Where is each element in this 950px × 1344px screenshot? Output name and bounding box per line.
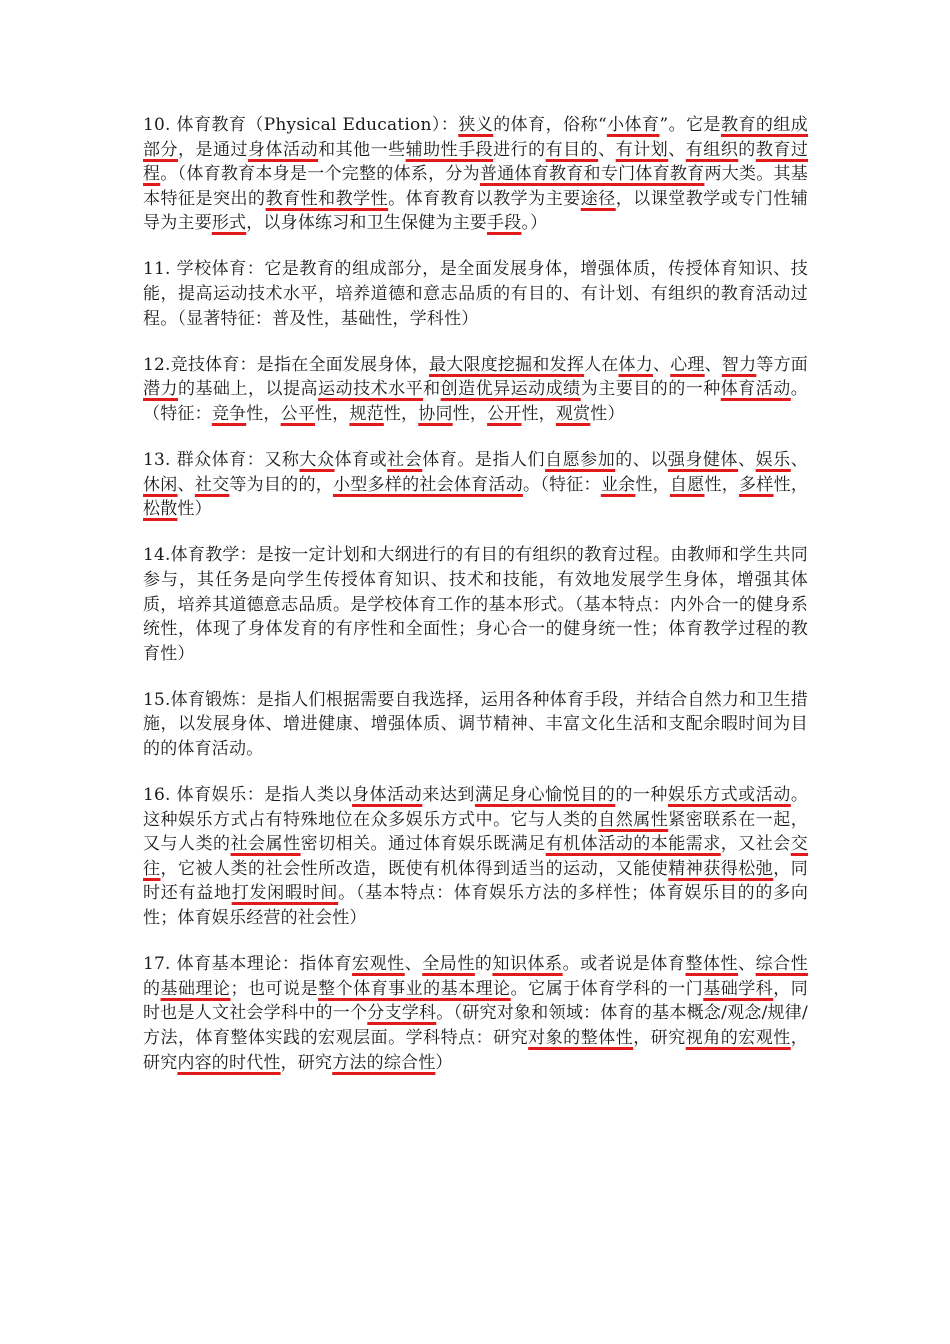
underlined-keyword: 规范 — [349, 403, 384, 424]
underlined-keyword: 公开 — [487, 403, 522, 424]
text-run: 13. 群众体育：又称 — [143, 450, 300, 471]
underlined-keyword: 潜力 — [143, 379, 179, 400]
text-run: 的体育，俗称“ — [493, 115, 607, 135]
definition-paragraph — [143, 257, 808, 331]
text-run: ，是通过 — [178, 139, 249, 160]
text-run: ，又社会 — [720, 834, 791, 855]
underlined-keyword: 方法的综合性 — [332, 1052, 436, 1073]
underlined-keyword: 有机体活动的本能需求 — [545, 834, 721, 855]
text-run: 。（特征： — [522, 474, 601, 495]
underlined-keyword: 观赏 — [555, 403, 591, 424]
underlined-keyword: 体力 — [618, 354, 653, 375]
text-run: 。这种娱乐方式占有特殊地位在众多娱乐方式中。它与人类的 — [143, 785, 809, 830]
underlined-keyword: 形式 — [211, 213, 247, 234]
underlined-keyword: 社会属性 — [230, 834, 301, 855]
text-run: 。它属于体育学科的一门 — [510, 978, 704, 999]
underlined-keyword: 体育活动 — [720, 379, 791, 400]
underlined-keyword: 大众 — [299, 450, 335, 471]
text-run: 、 — [177, 474, 195, 495]
text-run: 、 — [738, 954, 756, 975]
text-run: ） — [435, 1052, 453, 1073]
text-run: 进行的 — [493, 139, 546, 160]
text-run: 人在 — [584, 354, 619, 375]
underlined-keyword: 身体活动 — [352, 785, 423, 806]
text-run: 性， — [315, 403, 350, 424]
text-run: 和其他一些 — [318, 139, 406, 160]
text-run: ；也可说是 — [230, 978, 319, 999]
text-run: 。） — [521, 213, 548, 234]
underlined-keyword: 内容的时代性 — [177, 1052, 281, 1073]
underlined-keyword: 公平 — [280, 403, 316, 424]
text-run: 性， — [521, 403, 556, 424]
underlined-keyword: 协同 — [418, 403, 453, 424]
underlined-keyword: 整体性 — [685, 954, 739, 975]
underlined-keyword: 多样 — [739, 474, 774, 495]
text-run: 等方面 — [756, 354, 808, 375]
definition-paragraph — [143, 783, 808, 931]
underlined-keyword: 手段 — [487, 213, 522, 234]
text-run: ，同时也是人文社会学科中的一个 — [143, 978, 808, 1024]
text-run: 的基础上，以提高 — [178, 379, 319, 400]
underlined-keyword: 精神获得松弛 — [668, 858, 774, 879]
text-run: 体育。是指人们 — [422, 450, 546, 471]
text-run: 、 — [598, 139, 616, 160]
text-run: ，研究 — [280, 1052, 333, 1073]
text-run: 两大类。其基本特征是突出的 — [143, 164, 808, 209]
underlined-keyword: 对象的整体性 — [528, 1027, 634, 1048]
text-run: 、 — [404, 954, 423, 975]
underlined-keyword: 视角的宏观性 — [685, 1027, 791, 1048]
text-run: 和 — [423, 379, 441, 400]
text-run: 的 — [738, 139, 756, 160]
underlined-keyword: 社交 — [194, 474, 230, 495]
definition-paragraph — [143, 113, 808, 236]
text-run: 、 — [738, 450, 756, 471]
text-run: 的一种 — [615, 785, 668, 806]
text-run: 12.竞技体育：是指在全面发展身体， — [143, 354, 430, 375]
underlined-keyword: 自愿参加 — [545, 450, 616, 471]
text-run: ，研究 — [633, 1027, 686, 1048]
underlined-keyword: 有组织 — [685, 139, 739, 160]
underlined-keyword: 休闲 — [143, 474, 178, 495]
text-run: 体育或 — [334, 450, 388, 471]
definition-paragraph — [143, 688, 808, 762]
underlined-keyword: 狭义 — [458, 115, 494, 135]
underlined-keyword: 交往 — [143, 834, 808, 879]
text-run: 、 — [668, 139, 686, 160]
text-run: 性， — [635, 474, 670, 495]
underlined-keyword: 娱乐 — [755, 450, 791, 471]
underlined-keyword: 身体活动 — [248, 139, 319, 160]
text-run: 的、以 — [615, 450, 668, 471]
underlined-keyword: 打发闲暇时间 — [231, 883, 339, 904]
underlined-keyword: 满足身心愉悦目的 — [474, 785, 616, 806]
underlined-keyword: 基础理论 — [160, 978, 231, 999]
text-run: 、 — [652, 354, 671, 375]
underlined-keyword: 途径 — [580, 188, 616, 209]
text-run: 性， — [383, 403, 419, 424]
underlined-keyword: 普通体育教育和专门体育教育 — [479, 164, 705, 185]
underlined-keyword: 教育的组成部分 — [143, 115, 809, 160]
text-run: 。（特征： — [143, 379, 808, 424]
text-run: 17. 体育基本理论：指体育 — [143, 954, 353, 975]
document-body — [143, 113, 808, 1097]
underlined-keyword: 有目的 — [545, 139, 599, 160]
underlined-keyword: 运动技术水平 — [318, 379, 424, 400]
text-run: 。（研究对象和领域：体育的基本概念/观念/规律/方法，体育整体实践的宏观层面。学科特点：研究 — [143, 1003, 808, 1048]
underlined-keyword: 心理 — [670, 354, 705, 375]
underlined-keyword: 最大限度挖掘和发挥 — [429, 354, 585, 375]
text-run: 密切相关。通过体育娱乐既满足 — [300, 834, 546, 855]
definition-paragraph — [143, 448, 808, 522]
text-run: 为主要目的的一种 — [580, 379, 721, 400]
underlined-keyword: 有计划 — [615, 139, 669, 160]
definition-paragraph — [143, 952, 808, 1075]
text-run: 。（体育教育本身是一个完整的体系，分为 — [160, 164, 480, 185]
text-run: 。（基本特点：体育娱乐方法的多样性；体育娱乐目的的多向性；体育娱乐经营的社会性） — [143, 883, 809, 929]
underlined-keyword: 小型多样的社会体育活动 — [333, 474, 523, 495]
text-run: ，以身体练习和卫生保健为主要 — [246, 213, 488, 234]
definition-paragraph — [143, 353, 808, 427]
text-run: 15.体育锻炼：是指人们根据需要自我选择，运用各种体育手段，并结合自然力和卫生措施，以发展身体、增进健康、增强体质、调节精神、丰富文化生活和支配余暇时间为目的的体育活动。 — [143, 689, 808, 759]
text-run: 10. 体育教育（Physical Education）： — [143, 115, 459, 135]
underlined-keyword: 松散 — [143, 499, 178, 520]
text-run: ，研究 — [143, 1027, 808, 1073]
text-run: 性） — [177, 499, 212, 520]
underlined-keyword: 整个体育事业的基本理论 — [318, 978, 511, 999]
text-run: 11. 学校体育：它是教育的组成部分，是全面发展身体，增强体质，传授体育知识、技能，提高运动技术水平，培养道德和意志品质的有目的、有计划、有组织的教育活动过程。（显著特征：普及性，基础性，学科性） — [143, 259, 808, 329]
underlined-keyword: 辅助性手段 — [405, 139, 494, 160]
underlined-keyword: 创造优异运动成绩 — [440, 379, 581, 400]
text-run: 16. 体育娱乐：是指人类以 — [143, 785, 353, 806]
text-run: 来达到 — [422, 785, 475, 806]
text-run: 的 — [143, 978, 161, 999]
text-run: 14.体育教学：是按一定计划和大纲进行的有目的有组织的教育过程。由教师和学生共同参与，其任务是向学生传授体育知识、技术和技能，有效地发展学生身体，增强其体质，培养其道德意志品质。是学校体育工作的基本形式。（基本特点：内外合一的健身系统性，体现了身体发育的有序性和全面性；身心合一的健身统一性；体育教学过程的教育性） — [143, 545, 808, 664]
underlined-keyword: 娱乐方式或活动 — [667, 785, 791, 806]
underlined-keyword: 社会 — [387, 450, 423, 471]
underlined-keyword: 自然属性 — [598, 809, 669, 830]
underlined-keyword: 智力 — [721, 354, 757, 375]
underlined-keyword: 全局性 — [422, 954, 475, 975]
text-run: 等为目的的， — [229, 474, 333, 495]
text-run: 性， — [704, 474, 740, 495]
underlined-keyword: 业余 — [600, 474, 636, 495]
text-run: 性， — [773, 474, 809, 495]
text-run: 性） — [590, 403, 625, 424]
underlined-keyword: 自愿 — [669, 474, 705, 495]
text-run: ”。它是 — [659, 115, 721, 135]
definition-paragraph — [143, 543, 808, 666]
underlined-keyword: 知识体系 — [492, 954, 563, 975]
underlined-keyword: 教育过程 — [143, 139, 809, 185]
underlined-keyword: 强身健体 — [667, 450, 739, 471]
text-run: ，以课堂教学或专门性辅导为主要 — [143, 188, 809, 234]
text-run: 。体育教育以教学为主要 — [388, 188, 581, 209]
underlined-keyword: 基础学科 — [703, 978, 774, 999]
underlined-keyword: 宏观性 — [352, 954, 405, 975]
underlined-keyword: 教育性和教学性 — [265, 188, 389, 209]
text-run: 性， — [246, 403, 281, 424]
text-run: 。或者说是体育 — [562, 954, 686, 975]
text-run: ，同时还有益地 — [143, 858, 808, 904]
underlined-keyword: 竞争 — [211, 403, 247, 424]
text-run: 紧密联系在一起，又与人类的 — [143, 809, 808, 855]
underlined-keyword: 小体育 — [606, 115, 660, 135]
text-run: ，它被人类的社会性所改造，既使有机体得到适当的运动，又能使 — [160, 858, 669, 879]
text-run: 、 — [704, 354, 722, 375]
text-run: 、 — [790, 450, 808, 471]
underlined-keyword: 分支学科 — [367, 1003, 437, 1024]
underlined-keyword: 综合性 — [755, 954, 808, 975]
text-run: 性， — [452, 403, 488, 424]
text-run: 的 — [474, 954, 493, 975]
